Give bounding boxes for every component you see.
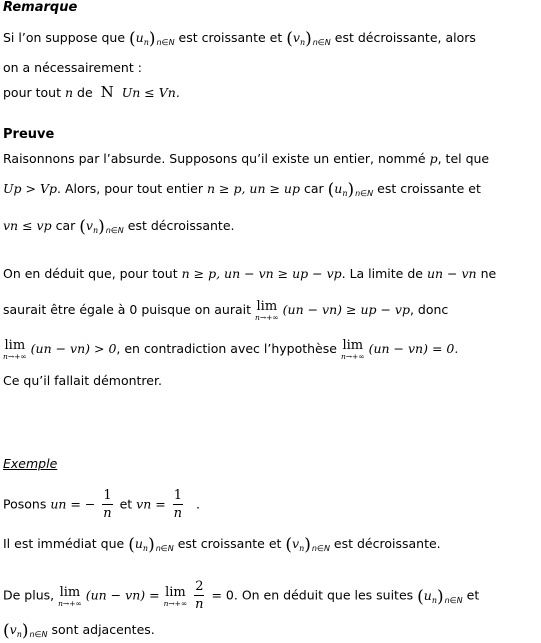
math: (un − vn) = 0. <box>368 341 459 356</box>
text: car <box>55 218 76 233</box>
math: un = − <box>50 496 96 512</box>
remarque-line-1 <box>3 30 476 48</box>
sequence-u: $(u_n)_{n\in N}$ <box>128 535 174 555</box>
sequence-v: $(v_n)_{n\in N}$ <box>79 217 124 237</box>
text: et <box>119 496 133 512</box>
math: un − vn <box>426 266 477 281</box>
fraction: $\frac{1}{n}$ <box>173 488 183 521</box>
limit-operator: lim n→+∞ <box>163 584 188 608</box>
limit-operator: lim n→+∞ <box>340 338 365 361</box>
math: p <box>429 151 438 166</box>
math: (un − vn) > 0 <box>30 341 117 356</box>
math: vn ≤ vp <box>3 218 52 233</box>
text: Si l’on suppose que <box>3 30 126 45</box>
preuve-line-7: Ce qu’il fallait démontrer. <box>3 373 162 388</box>
exemple-line-4 <box>3 622 155 640</box>
text: pour tout <box>3 85 61 100</box>
exemple-title-text: Exemple <box>3 456 58 471</box>
exemple-line-2 <box>3 536 441 554</box>
math: Un ≤ Vn. <box>121 85 180 100</box>
math: Up > Vp <box>3 181 57 196</box>
remarque-title: Remarque <box>3 0 78 15</box>
limit-operator: lim n→+∞ <box>58 584 82 608</box>
fraction: $\frac{2}{n}$ <box>195 579 204 612</box>
text: est décroissante, alors <box>334 30 476 45</box>
exemple-line-1 <box>3 487 200 523</box>
math: vn = <box>136 496 166 512</box>
fraction: $\frac{1}{n}$ <box>103 488 112 521</box>
text: ne <box>480 266 497 281</box>
sequence-v: $(v_n)_{n\in N}$ <box>285 535 330 555</box>
text: De plus, <box>3 587 55 603</box>
text: , tel que <box>437 151 490 166</box>
exemple-title <box>3 456 57 472</box>
sequence-u: $(u_n)_{n\in N}$ <box>327 180 374 200</box>
sequence-v: $(v_n)_{n\in N}$ <box>286 29 331 49</box>
preuve-line-4 <box>3 266 496 282</box>
math: n <box>64 85 74 100</box>
text: et <box>466 587 480 603</box>
sequence-v: $(v_n)_{n\in N}$ <box>3 621 48 641</box>
naturals-symbol: N <box>100 83 114 101</box>
text: est croissante et <box>178 30 283 45</box>
text: est croissante et <box>377 181 481 196</box>
text: est décroissante. <box>127 218 235 233</box>
text: sont adjacentes. <box>51 622 155 637</box>
text: saurait être égale à 0 puisque on aurait <box>3 302 252 317</box>
text: On en déduit que, pour tout <box>3 266 178 281</box>
preuve-title: Preuve <box>3 127 55 142</box>
text: , donc <box>409 302 449 317</box>
text: , en contradiction avec l’hypothèse <box>116 341 337 356</box>
math: n ≥ p, un ≥ up <box>206 181 300 196</box>
math: (un − vn) = <box>85 587 160 603</box>
text: de <box>77 85 93 100</box>
text: . La limite de <box>341 266 423 281</box>
preuve-line-6 <box>3 340 458 362</box>
limit-operator: lim n→+∞ <box>255 299 279 322</box>
preuve-line-1 <box>3 151 489 167</box>
text: car <box>303 181 324 196</box>
sequence-u: $(u_n)_{n\in N}$ <box>417 586 463 607</box>
remarque-line-2: on a nécessairement : <box>3 60 142 75</box>
preuve-line-5 <box>3 301 448 323</box>
preuve-line-3 <box>3 218 235 236</box>
remarque-line-3 <box>3 84 180 101</box>
text: est décroissante. <box>333 536 441 551</box>
preuve-line-2 <box>3 181 481 199</box>
text: est croissante et <box>177 536 282 551</box>
text: Il est immédiat que <box>3 536 125 551</box>
text: Raisonnons par l’absurde. Supposons qu’il existe un entier, nommé <box>3 151 426 166</box>
text: Posons <box>3 496 47 512</box>
math: (un − vn) ≥ up − vp <box>282 302 410 317</box>
math: n ≥ p, un − vn ≥ up − vp <box>181 266 342 281</box>
text: . Alors, pour tout entier <box>57 181 203 196</box>
text: . <box>195 496 200 512</box>
text: = 0. On en déduit que les suites <box>211 587 414 603</box>
limit-operator: lim n→+∞ <box>3 338 27 361</box>
exemple-line-3 <box>3 578 479 614</box>
sequence-u: $(u_n)_{n\in N}$ <box>129 29 175 49</box>
